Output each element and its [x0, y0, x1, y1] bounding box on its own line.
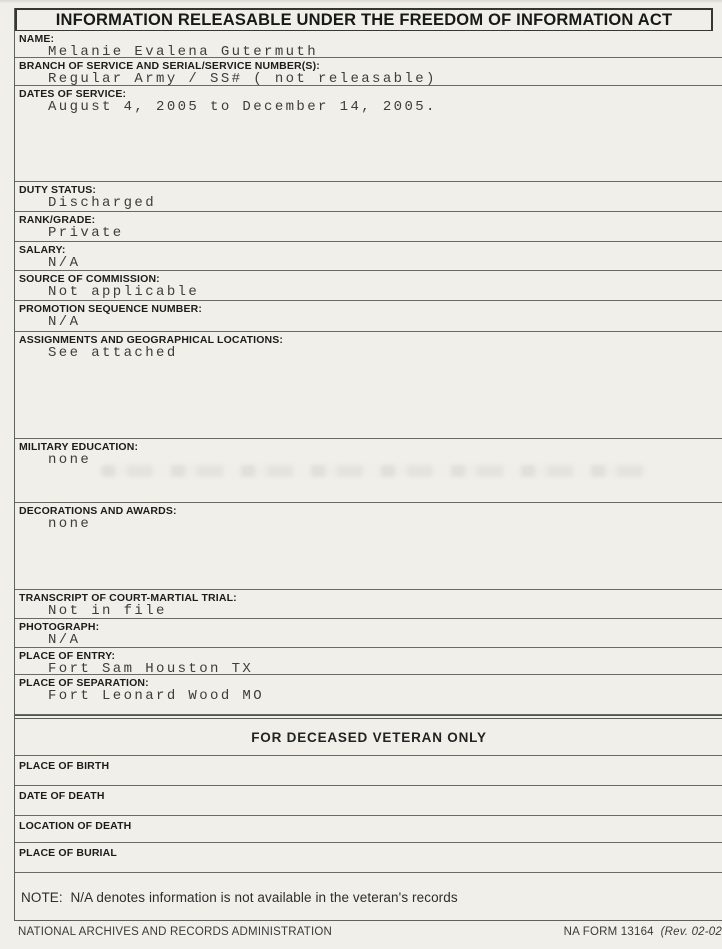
field-label-place-of-birth: PLACE OF BIRTH [19, 760, 110, 772]
field-row-duty-status [15, 182, 722, 212]
footer-agency: NATIONAL ARCHIVES AND RECORDS ADMINISTRATION [18, 926, 333, 938]
field-value-photograph: N/A [48, 632, 81, 648]
field-label-decorations-awards: DECORATIONS AND AWARDS: [19, 505, 177, 517]
field-row-place-of-birth [15, 756, 722, 786]
note-text: NOTE: N/A denotes information is not available in the veteran's records [21, 890, 458, 905]
field-label-location-of-death: LOCATION OF DEATH [19, 820, 132, 832]
field-row-place-of-entry [15, 648, 722, 675]
field-label-source-of-commission: SOURCE OF COMMISSION: [19, 273, 160, 285]
field-value-duty-status: Discharged [48, 195, 157, 211]
field-value-place-of-entry: Fort Sam Houston TX [48, 661, 254, 675]
erased-text-artifact [101, 465, 649, 477]
field-value-dates-of-service: August 4, 2005 to December 14, 2005. [48, 99, 437, 115]
field-label-photograph: PHOTOGRAPH: [19, 621, 100, 633]
form-title: INFORMATION RELEASABLE UNDER THE FREEDOM OF INFORMATION ACT [55, 10, 673, 29]
field-label-place-of-entry: PLACE OF ENTRY: [19, 650, 116, 662]
form-footer [14, 926, 722, 938]
field-value-place-of-separation: Fort Leonard Wood MO [48, 688, 265, 704]
field-row-branch-of-service [15, 58, 722, 86]
field-label-name: NAME: [19, 33, 55, 45]
field-row-assignments-locations [15, 332, 722, 439]
note-row [15, 873, 722, 921]
field-value-source-of-commission: Not applicable [48, 284, 200, 300]
footer-revision: (Rev. 02-02 [660, 926, 722, 938]
footer-form-number-text: NA FORM 13164 [563, 926, 654, 938]
field-row-salary [15, 242, 722, 271]
field-label-date-of-death: DATE OF DEATH [19, 790, 105, 802]
field-label-salary: SALARY: [19, 244, 66, 256]
field-row-decorations-awards [15, 503, 722, 590]
field-label-duty-status: DUTY STATUS: [19, 184, 97, 196]
field-row-source-of-commission [15, 271, 722, 301]
field-label-assignments-locations: ASSIGNMENTS AND GEOGRAPHICAL LOCATIONS: [19, 334, 284, 346]
field-row-military-education [15, 439, 722, 503]
footer-form-number [564, 926, 722, 938]
field-value-name: Melanie Evalena Gutermuth [48, 44, 319, 58]
field-label-place-of-separation: PLACE OF SEPARATION: [19, 677, 149, 689]
field-label-place-of-burial: PLACE OF BURIAL [19, 847, 117, 859]
field-label-dates-of-service: DATES OF SERVICE: [19, 88, 127, 100]
field-label-military-education: MILITARY EDUCATION: [19, 441, 139, 453]
field-row-rank-grade [15, 212, 722, 242]
form-title-bar [15, 8, 713, 31]
field-row-court-martial-transcript [15, 590, 722, 619]
field-row-place-of-burial [15, 843, 722, 873]
field-row-location-of-death [15, 816, 722, 843]
field-label-rank-grade: RANK/GRADE: [19, 214, 96, 226]
deceased-section-title: FOR DECEASED VETERAN ONLY [251, 729, 487, 745]
field-row-photograph [15, 619, 722, 648]
field-value-military-education: none [48, 452, 92, 468]
field-row-promotion-sequence-number [15, 301, 722, 332]
deceased-section-header [15, 719, 722, 756]
field-value-salary: N/A [48, 255, 81, 271]
field-value-rank-grade: Private [48, 225, 124, 241]
field-value-decorations-awards: none [48, 516, 92, 532]
field-row-name [15, 31, 722, 58]
field-label-court-martial-transcript: TRANSCRIPT OF COURT-MARTIAL TRIAL: [19, 592, 237, 604]
foia-form [14, 8, 722, 921]
scan-edge-artifact [0, 0, 722, 3]
field-row-date-of-death [15, 786, 722, 816]
field-row-place-of-separation [15, 675, 722, 715]
field-value-branch-of-service: Regular Army / SS# ( not releasable) [48, 71, 437, 86]
field-value-promotion-sequence-number: N/A [48, 314, 81, 330]
field-value-court-martial-transcript: Not in file [48, 603, 167, 619]
field-row-dates-of-service [15, 86, 722, 182]
field-label-promotion-sequence-number: PROMOTION SEQUENCE NUMBER: [19, 303, 202, 315]
field-label-branch-of-service: BRANCH OF SERVICE AND SERIAL/SERVICE NUMBER(S): [19, 60, 320, 72]
field-value-assignments-locations: See attached [48, 345, 178, 361]
